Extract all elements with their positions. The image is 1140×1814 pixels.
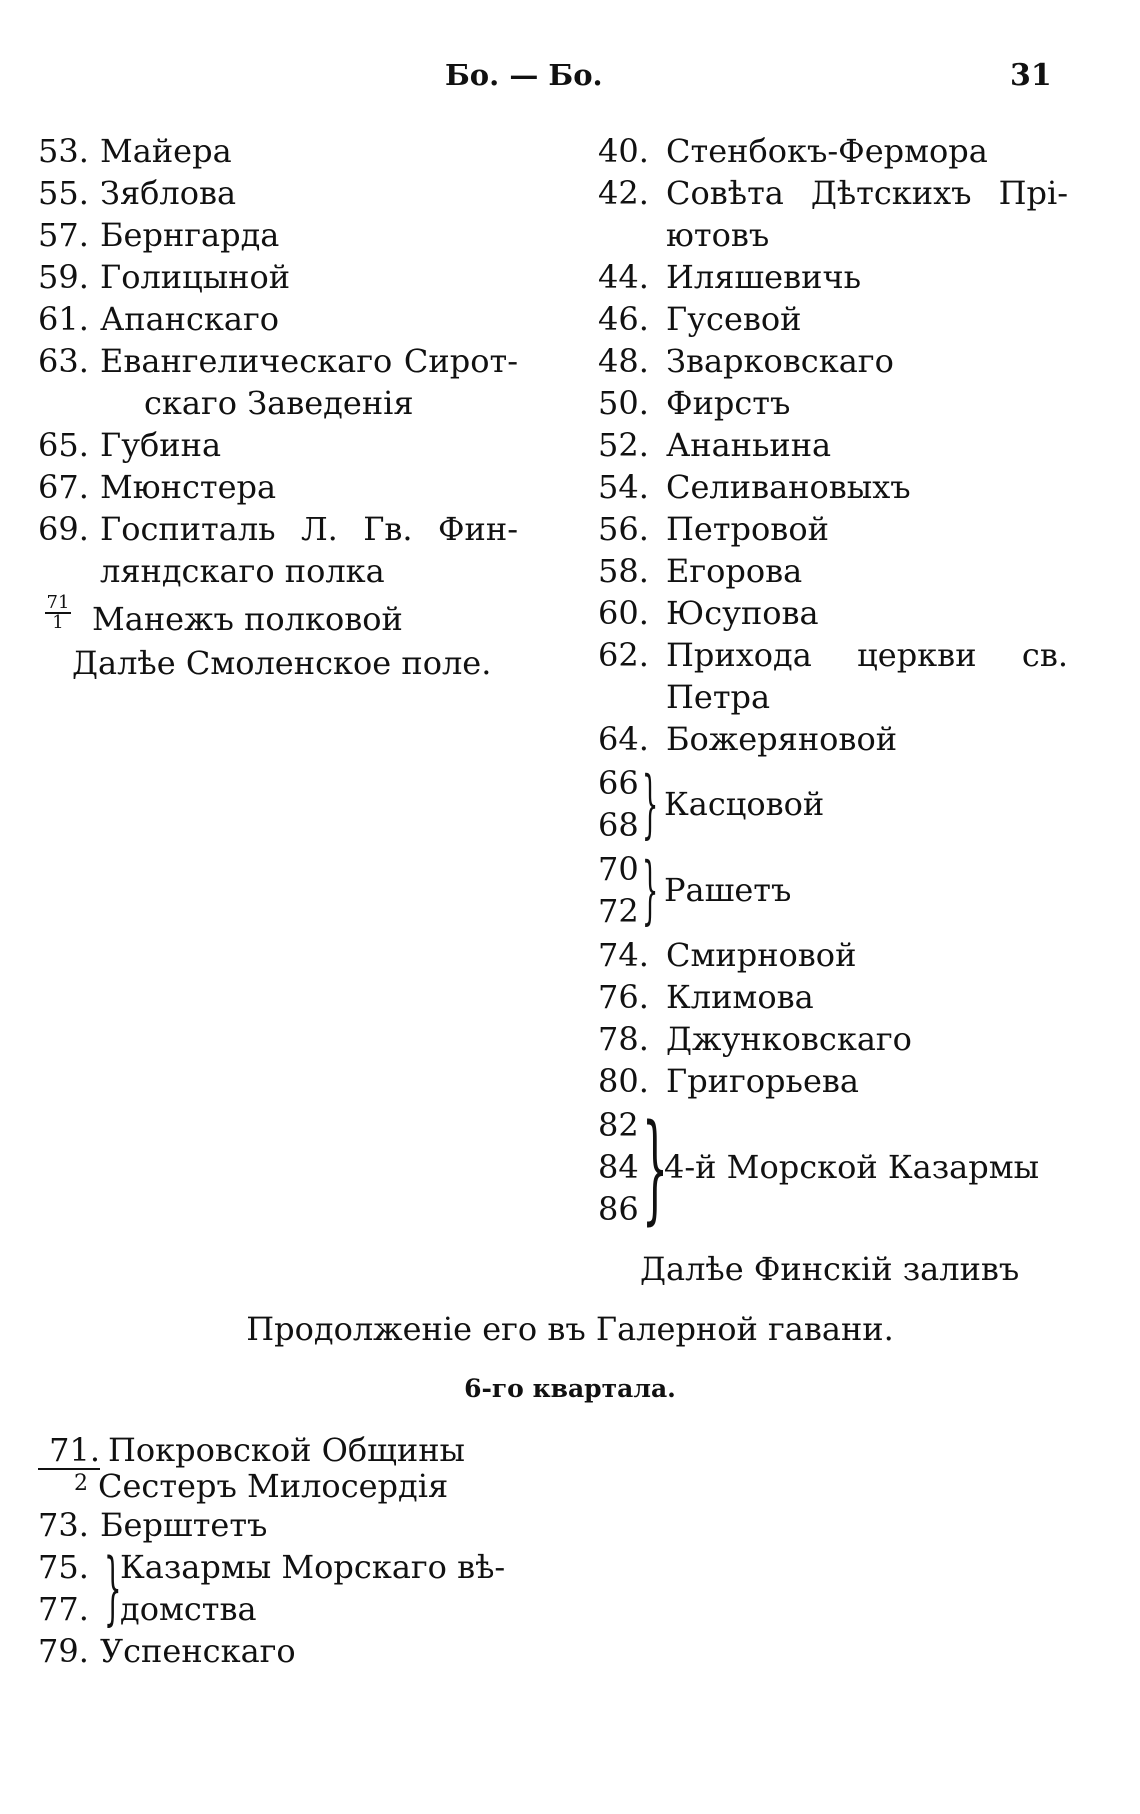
house-number: 64. [598, 720, 649, 758]
owner-name: Мюнстера [100, 468, 277, 506]
fraction-top: 71 [46, 592, 70, 613]
continuation-note: Далѣе Смоленское поле. [72, 644, 492, 682]
house-number: 73. [38, 1506, 89, 1544]
owner-name [120, 1546, 505, 1630]
owner-name: Петровой [666, 510, 829, 548]
page-header [0, 58, 1140, 108]
house-number: 62. [598, 636, 649, 674]
owner-name: 4-й Морской Казармы [664, 1148, 1040, 1186]
owner-name: Касцовой [664, 785, 825, 823]
owner-name-line2: домства [120, 1590, 257, 1628]
owner-name: Зяблова [100, 174, 237, 212]
owner-name [100, 340, 518, 424]
group-numbers [598, 762, 638, 846]
list-item [38, 466, 518, 508]
left-column [38, 130, 518, 684]
owner-name: Григорьева [666, 1062, 859, 1100]
house-number: 72 [598, 892, 639, 930]
brace-icon: } [641, 1098, 669, 1236]
owner-name: Смирновой [666, 936, 857, 974]
list-item [38, 424, 518, 466]
house-number: 75. [38, 1548, 89, 1586]
list-item [598, 550, 1068, 592]
house-number: 44. [598, 258, 649, 296]
list-item [598, 340, 1068, 382]
fraction-bottom: 2 [74, 1471, 88, 1496]
owner-name: Майера [100, 132, 232, 170]
owner-name [666, 634, 1068, 718]
house-number: 82 [598, 1106, 639, 1144]
list-item [38, 298, 518, 340]
owner-name-line2: ляндскаго полка [100, 552, 385, 590]
house-number: 58. [598, 552, 649, 590]
list-item [38, 172, 518, 214]
house-number: 61. [38, 300, 89, 338]
running-head: Бо. — Бо. [445, 58, 603, 92]
group-numbers [38, 1546, 100, 1630]
house-number: 57. [38, 216, 89, 254]
list-item [598, 934, 1068, 976]
list-item [38, 340, 518, 424]
owner-name-line1: Казармы Морскаго вѣ- [120, 1548, 506, 1586]
owner-name-line1: Госпиталь Л. Гв. Фин- [100, 510, 518, 548]
owner-name: Стенбокъ-Фермора [666, 132, 988, 170]
owner-name: Зварковскаго [666, 342, 894, 380]
list-item [38, 214, 518, 256]
house-number: 55. [38, 174, 89, 212]
list-item [598, 172, 1068, 256]
owner-name-line2: скаго Заведенія [144, 384, 414, 422]
fraction-entry [38, 592, 518, 640]
house-number: 50. [598, 384, 649, 422]
owner-name: Успенскаго [100, 1632, 296, 1670]
fraction-number [38, 1432, 100, 1498]
house-number: 46. [598, 300, 649, 338]
owner-name [666, 172, 1068, 256]
bracketed-group [598, 762, 1068, 846]
list-item [598, 634, 1068, 718]
list-item [598, 592, 1068, 634]
house-number: 70 [598, 850, 639, 888]
right-column [598, 130, 1068, 1290]
owner-name-line1: Прихода церкви св. [666, 636, 1068, 674]
fraction-entry [38, 1432, 558, 1504]
house-number: 66 [598, 764, 639, 802]
owner-name [98, 1431, 558, 1505]
house-number: 74. [598, 936, 649, 974]
owner-name-line1: Евангелическаго Сирот- [100, 342, 518, 380]
group-numbers [598, 848, 638, 932]
house-number: 48. [598, 342, 649, 380]
list-item [598, 130, 1068, 172]
owner-name: Рашетъ [664, 871, 792, 909]
fraction-top: 71. [38, 1432, 100, 1470]
house-number: 84 [598, 1148, 639, 1186]
house-number: 86 [598, 1190, 639, 1228]
owner-name: Гусевой [666, 300, 802, 338]
section-subheading: 6-го квартала. [464, 1374, 676, 1403]
house-number: 76. [598, 978, 649, 1016]
owner-name: Селивановыхъ [666, 468, 911, 506]
house-number: 79. [38, 1632, 89, 1670]
owner-name: Ананьина [666, 426, 832, 464]
owner-name-line1: Покровской Общины [108, 1431, 465, 1469]
owner-name: Губина [100, 426, 222, 464]
list-item [598, 256, 1068, 298]
house-number: 80. [598, 1062, 649, 1100]
owner-name: Апанскаго [100, 300, 279, 338]
house-number: 40. [598, 132, 649, 170]
house-number: 77. [38, 1590, 89, 1628]
owner-name: Климова [666, 978, 814, 1016]
list-item [598, 298, 1068, 340]
list-item [598, 508, 1068, 550]
page-number: 31 [1010, 58, 1052, 93]
bracketed-group [38, 1541, 558, 1634]
house-number: 68 [598, 806, 639, 844]
house-number: 56. [598, 510, 649, 548]
list-item [38, 508, 518, 592]
owner-name: Берштетъ [100, 1506, 268, 1544]
list-item [598, 718, 1068, 760]
house-number: 52. [598, 426, 649, 464]
list-item [598, 1018, 1068, 1060]
owner-name-line2: ютовъ [666, 216, 770, 254]
house-number: 67. [38, 468, 89, 506]
list-item [598, 1060, 1068, 1102]
list-item [598, 382, 1068, 424]
house-number: 60. [598, 594, 649, 632]
fraction-bottom: 1 [52, 612, 64, 633]
continuation-note: Далѣе Финскій заливъ [640, 1250, 1020, 1288]
owner-name: Юсупова [666, 594, 819, 632]
owner-name: Джунковскаго [666, 1020, 912, 1058]
fraction-number [38, 594, 78, 632]
owner-name: Иляшевичь [666, 258, 862, 296]
list-item [598, 976, 1068, 1018]
bracketed-group [598, 848, 1068, 932]
house-number: 54. [598, 468, 649, 506]
list-item [598, 424, 1068, 466]
house-number: 78. [598, 1020, 649, 1058]
house-number: 59. [38, 258, 89, 296]
brace-icon: } [641, 847, 659, 933]
owner-name: Голицыной [100, 258, 291, 296]
bottom-list [38, 1432, 558, 1672]
house-number: 53. [38, 132, 89, 170]
owner-name [100, 508, 518, 592]
owner-name: Божеряновой [666, 720, 898, 758]
owner-name: Манежъ полковой [92, 600, 403, 638]
list-item [38, 1630, 558, 1672]
owner-name-line2: Сестеръ Милосердія [98, 1467, 449, 1505]
house-number: 69. [38, 510, 89, 548]
owner-name: Фирстъ [666, 384, 791, 422]
list-item [38, 256, 518, 298]
owner-name: Егорова [666, 552, 803, 590]
owner-name-line1: Совѣта Дѣтскихъ Прі- [666, 174, 1068, 212]
list-item [38, 1504, 558, 1546]
owner-name-line2: Петра [666, 678, 771, 716]
bracketed-group [598, 1098, 1068, 1236]
house-number: 63. [38, 342, 89, 380]
owner-name: Бернгарда [100, 216, 280, 254]
house-number: 42. [598, 174, 649, 212]
group-numbers [598, 1104, 638, 1230]
section-heading: Продолженіе его въ Галерной гавани. [246, 1310, 894, 1348]
house-number: 65. [38, 426, 89, 464]
brace-icon: } [103, 1541, 122, 1634]
brace-icon: } [641, 761, 659, 847]
list-item [598, 466, 1068, 508]
list-item [38, 130, 518, 172]
